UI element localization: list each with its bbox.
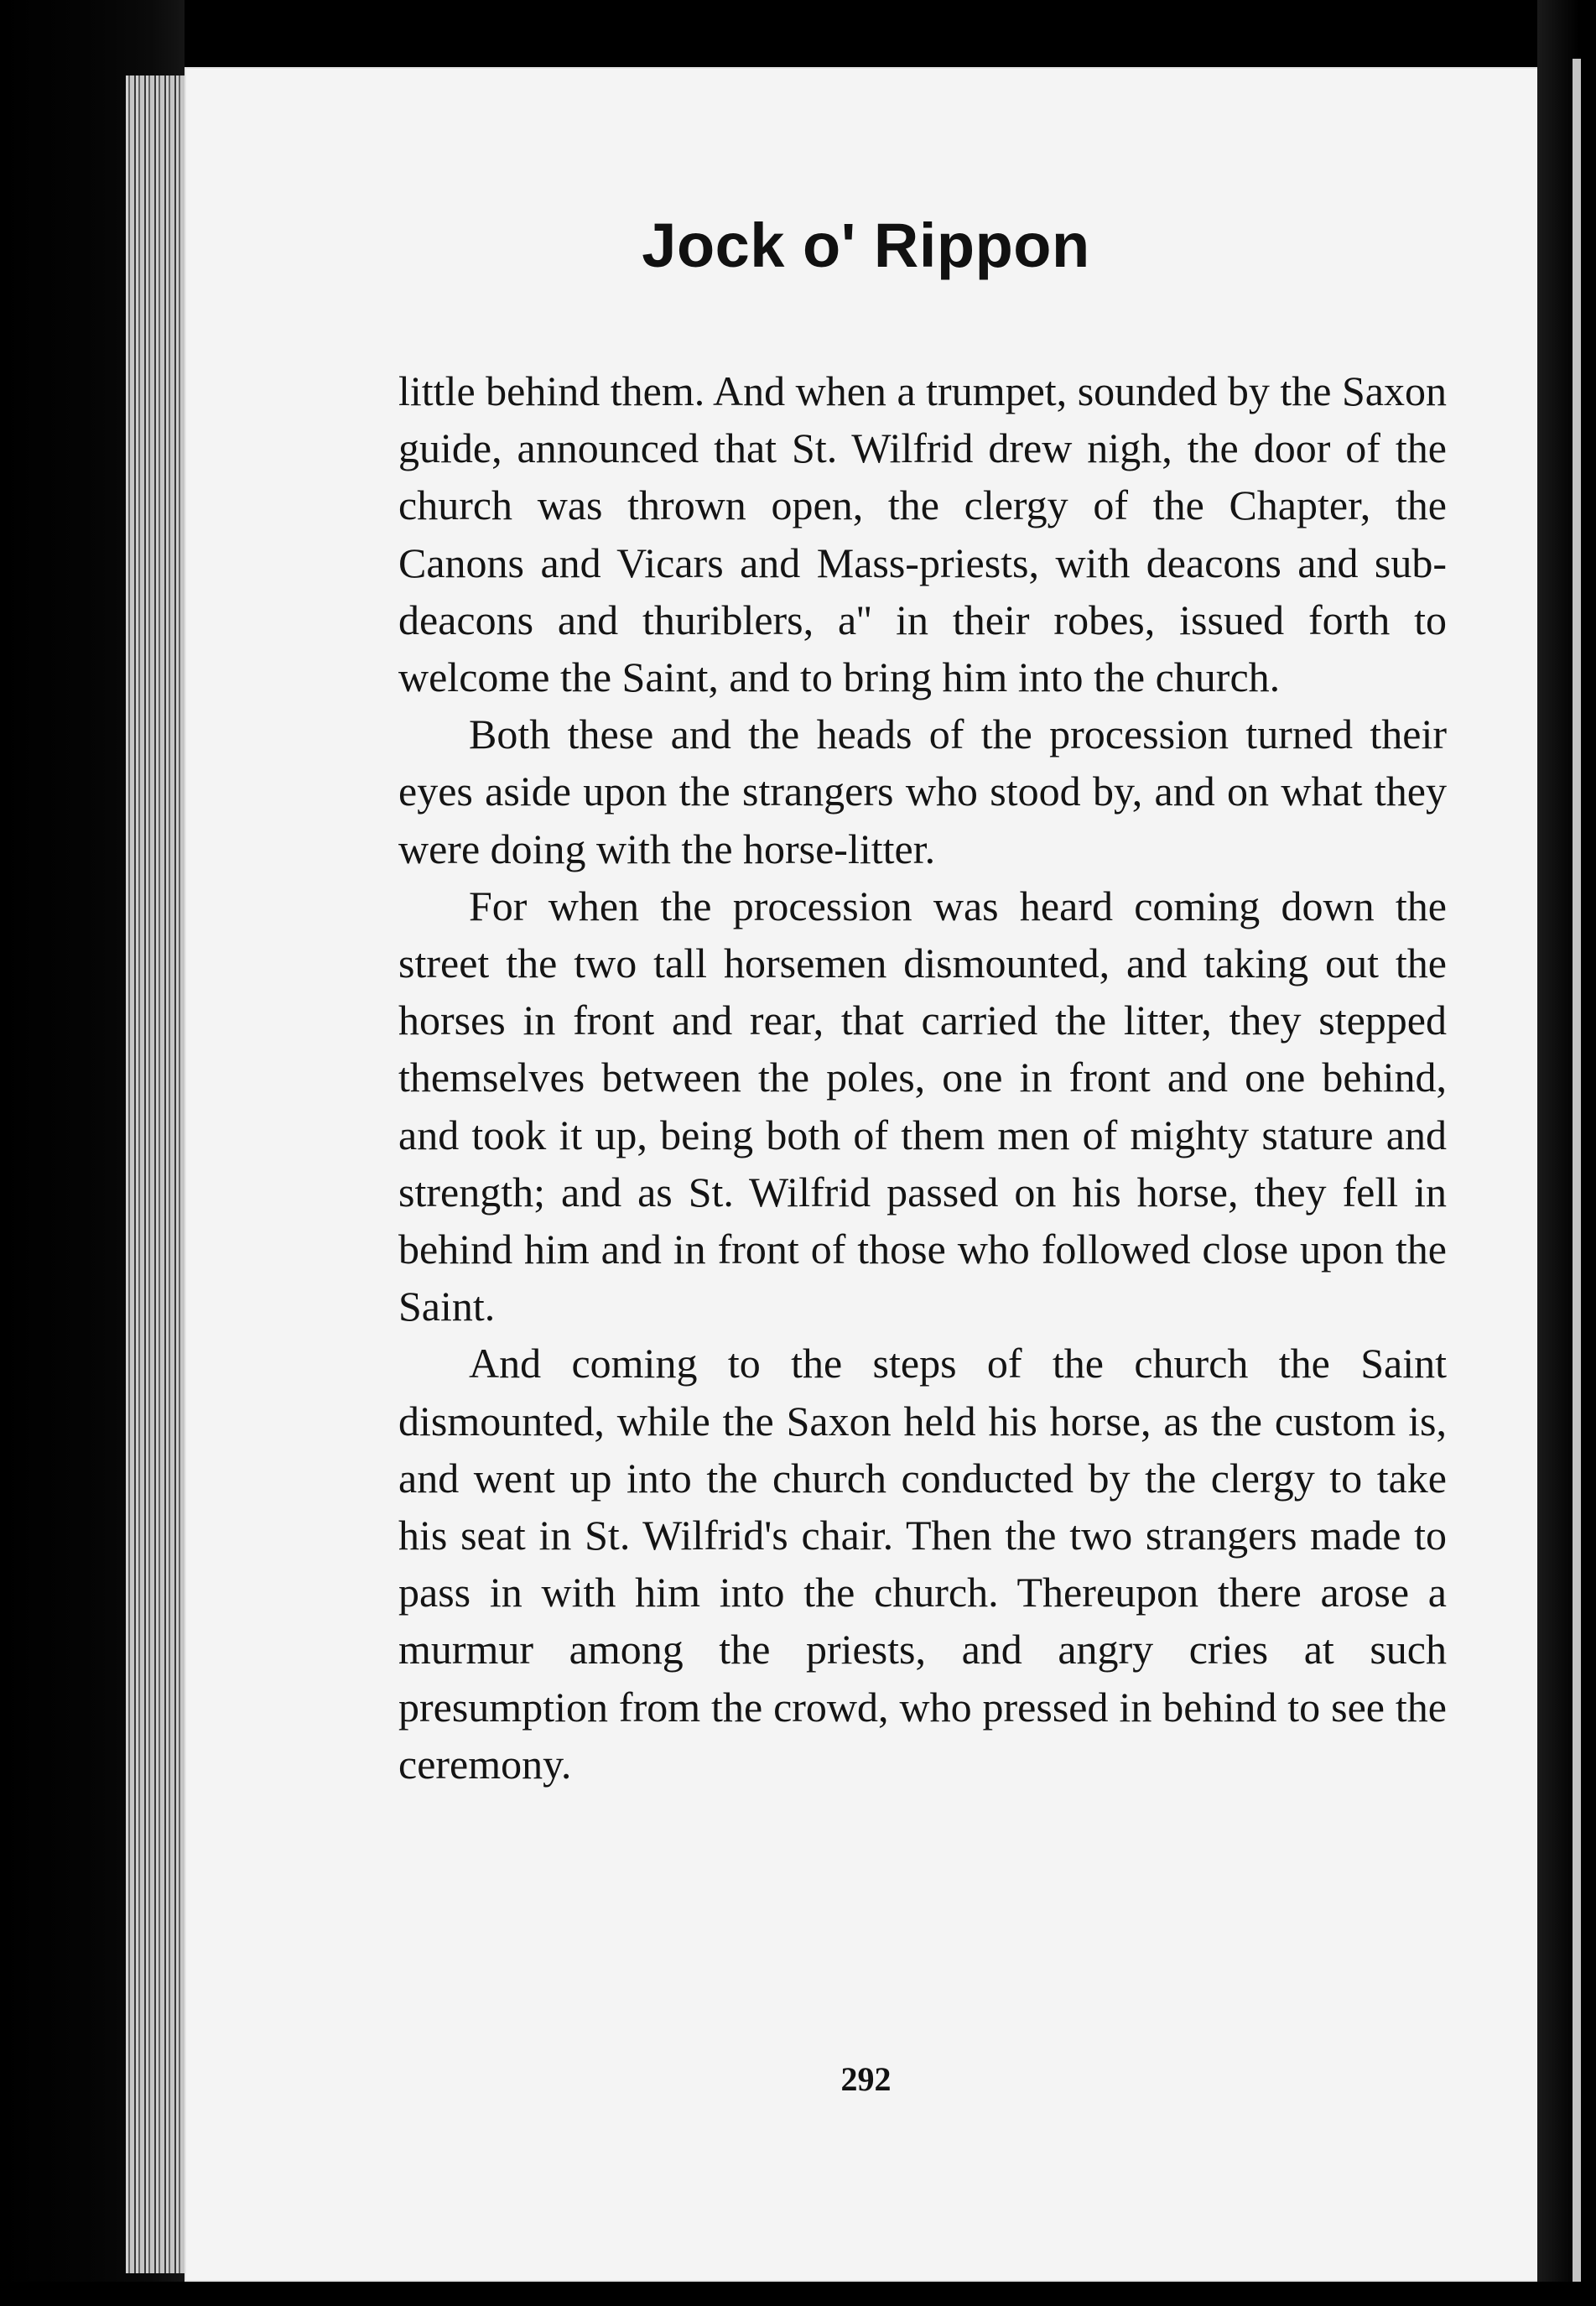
paragraph-4: And coming to the steps of the church the Saint dismounted, while the Saxon held his horse, as the custom is, and went up into the church conducted by the clergy to take his seat in St. Wilfrid's chair. Then the two strangers made to pass in with him into the church. Thereupon there arose a murmur among the priests, and angry cries at such presumption from the crowd, who pressed in behind to see the ceremony. [398, 1340, 1447, 1788]
scan-bottom-border [0, 2282, 1596, 2306]
paragraph-1: little behind them. And when a trumpet, sounded by the Saxon guide, announced that St. Wilfrid drew nigh, the door of the church was thrown open, the clergy of the Chapter, the Canons and Vicars and Mass-priests, with deacons and sub-deacons and thuriblers, a'' in their robes, issued forth to welcome the Saint, and to bring him into the church. [398, 367, 1447, 701]
running-head: Jock o' Rippon [642, 211, 1090, 280]
paragraph-3: For when the procession was heard coming down the street the two tall horsemen dismounted, and taking out the horses in front and rear, that carried the litter, they stepped themselves between the poles, one in front and one behind, and took it up, being both of them men of mighty stature and strength; and as St. Wilfrid passed on his horse, they fell in behind him and in front of those who followed close upon the Saint. [398, 882, 1447, 1330]
page-number: 292 [840, 2060, 892, 2098]
book-page [185, 67, 1547, 2282]
scan-top-border [0, 0, 1596, 67]
scan-right-border [1537, 0, 1596, 2306]
body-text [398, 362, 1447, 1793]
scan-right-strip [1573, 59, 1581, 2282]
paragraph-2: Both these and the heads of the procession turned their eyes aside upon the strangers who stood by, and on what they were doing with the horse-litter. [398, 711, 1447, 872]
